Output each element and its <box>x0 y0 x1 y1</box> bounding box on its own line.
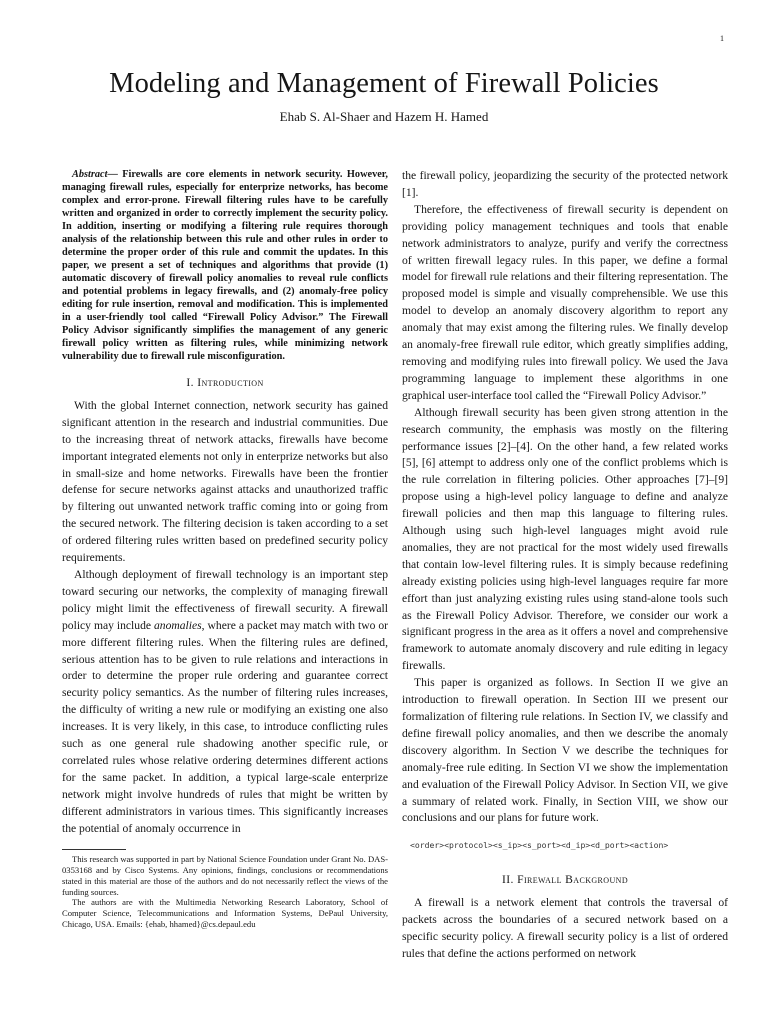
footnote-affiliation: The authors are with the Multimedia Networking Research Laboratory, School of Computer Science, Telecommunications and Information Systems, DePaul University, Chicago, USA. Emails: {ehab, hhamed}@cs.depaul.edu <box>62 897 388 929</box>
rule-format-line: <order><protocol><s_ip><s_port><d_ip><d_port><action> <box>410 840 669 851</box>
intro-paragraph-2 <box>62 567 388 838</box>
intro-paragraph-5: This paper is organized as follows. In Section II we give an introduction to firewall operation. In Section III we present our formalization of filtering rule relations. In Section IV, we classify and define firewall policy anomalies, and then we describe the anomaly discovery algorithm. In Section V we describe the techniques for anomaly-free rule editing. In Section VI we show the implementation and evaluation of the Firewall Policy Advisor. In Section VII, we give a summary of related work. Finally, in Section VIII, we show our conclusions and our plans for future work. <box>402 676 728 825</box>
section-heading-firewall-background <box>402 872 728 889</box>
section-number: II. <box>501 873 514 887</box>
footnote-divider <box>62 849 126 850</box>
background-paragraph-1: A firewall is a network element that controls the traversal of packets across the boundaries of a secured network based on a specific security policy. A firewall security policy is a list of ordered rules that define the actions performed on network <box>402 896 728 960</box>
right-column <box>402 168 728 963</box>
paper-title: Modeling and Management of Firewall Policies <box>109 68 659 99</box>
section-title: Firewall Background <box>517 873 629 887</box>
section-number: I. <box>186 376 194 389</box>
intro-paragraph-3: Therefore, the effectiveness of firewall security is dependent on providing policy management techniques and tools that enable network administrators to analyze, purify and verify the correctness of written firewall legacy rules. In this paper, we define a formal model for firewall rule relations and their filtering representation. The proposed model is simple and visually comprehensible. We use this model to develop an anomaly discovery algorithm to report any anomaly that may exist among the filtering rules. We finally develop an anomaly-free firewall rule editor, which greatly simplifies adding, removing and modifying rules into firewall policy. We used the Java programming language to implement these algorithms in one graphical user-interface tool called the “Firewall Policy Advisor.” <box>402 202 728 402</box>
abstract-dash: — <box>107 169 118 180</box>
abstract <box>62 168 388 363</box>
footnote-funding: This research was supported in part by National Science Foundation under Grant No. DAS-0353168 and by Cisco Systems. Any opinions, findings, conclusions or recommendations stated in this material are those of the authors and do not necessarily reflect the views of the funding sources. <box>62 854 388 897</box>
page-number: 1 <box>720 34 724 43</box>
paper-authors: Ehab S. Al-Shaer and Hazem H. Hamed <box>279 109 489 124</box>
footnotes <box>62 854 388 929</box>
left-column <box>62 168 388 929</box>
abstract-text: Firewalls are core elements in network security. However, managing firewall rules, especially for enterprize networks, has become complex and error-prone. Firewall filtering rules have to be carefully written and organized in order to correctly implement the security policy. In addition, inserting or modifying a filtering rule requires thorough analysis of the relationship between this rule and other rules in order to determine the proper order of this rule and commit the updates. In this paper, we present a set of techniques and algorithms that provide (1) automatic discovery of firewall policy anomalies to reveal rule conflicts and potential problems in legacy firewalls, and (2) anomaly-free policy editing for rule insertion, removal and modification. This is implemented in a user-friendly tool called “Firewall Policy Advisor.” The Firewall Policy Advisor significantly simplifies the management of any generic firewall policy written as filtering rules, while minimizing network vulnerability due to firewall rule misconfiguration. <box>62 169 388 362</box>
paragraph-text: , where a packet may match with two or more different filtering rules. When the filtering rules are defined, serious attention has to be given to rule relations and interactions in order to determine the proper rule ordering and guarantee correct security policy semantics. As the number of filtering rules increases, the difficulty of writing a new rule or modifying an existing one also increases. It is very likely, in this case, to introduce conflicting rules such as one general rule shadowing another specific rule, or correlated rules whose relative ordering determines different actions for the same packet. In addition, a typical large-scale enterprize network might involve hundreds of rules that might be written by different administrators in various times. This significantly increases the potential of anomaly occurrence in <box>62 618 388 835</box>
emphasis-anomalies: anomalies <box>153 618 202 632</box>
intro-paragraph-continued: the firewall policy, jeopardizing the security of the protected network [1]. <box>402 169 728 199</box>
intro-paragraph-4: Although firewall security has been given strong attention in the research community, the emphasis was mostly on the filtering performance issues [2]–[4]. On the other hand, a few related works [5], [6] attempt to address only one of the conflict problems which is the rule correlation in filtering policies. Other approaches [7]–[9] propose using a high-level policy language to define and analyze firewall policies and then map this language to filtering rules. Although using such high-level languages might avoid rule anomalies, they are not practical for the most widely used firewalls that contain low-level filtering rules. It is simply because redefining already existing policies using high-level languages require far more effort than just analyzing existing rules using stand-alone tools such as the Firewall Policy Advisor. Therefore, we consider our work a significant progress in the area as it offers a novel and comprehensive framework to automate anomaly discovery and rule editing in legacy firewalls. <box>402 405 728 673</box>
paragraph-text: Although deployment of firewall technology is an important step toward securing our networks, the complexity of managing firewall policy might limit the effectiveness of firewall security. A firewall policy may include <box>62 567 388 632</box>
section-heading-introduction <box>62 375 388 392</box>
section-title: Introduction <box>197 376 264 389</box>
intro-paragraph-1: With the global Internet connection, network security has gained significant attention in the research and industrial communities. Due to the increasing threat of network attacks, firewalls have become important integrated elements not only in enterprize networks but also in small-size and home networks. Firewalls have been the frontier defense for secure networks against attacks and unauthorized traffic by filtering out unwanted network traffic coming into or going from the secured network. The filtering decision is taken according to a set of ordered filtering rules written based on predefined security policy requirements. <box>62 398 388 565</box>
abstract-label: Abstract <box>72 169 108 180</box>
